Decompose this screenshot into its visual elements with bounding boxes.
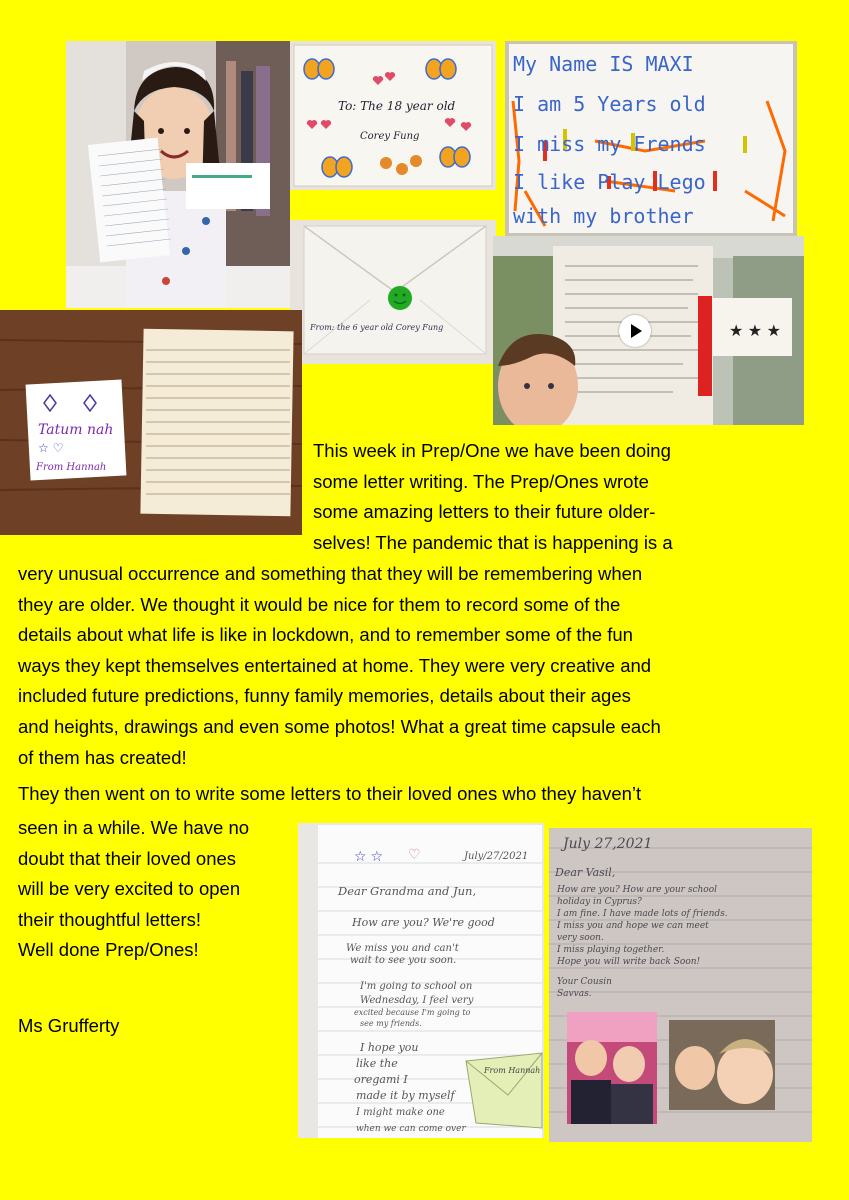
- maxi-letter-line-4: I like Play Lego: [513, 170, 706, 194]
- svg-text:How are you? How are your scho: How are you? How are your school: [557, 885, 717, 895]
- text-line: some letter writing. The Prep/Ones wrote: [313, 470, 649, 492]
- svg-text:Savvas.: Savvas.: [557, 989, 592, 999]
- video-thumbnail-boy-card[interactable]: [493, 236, 804, 425]
- svg-text:♡: ♡: [408, 846, 421, 862]
- photo-vasil-letter: [549, 828, 812, 1142]
- svg-text:Hope you will write back Soon!: Hope you will write back Soon!: [557, 957, 701, 967]
- hannah-card-from: From Hannah: [36, 462, 107, 473]
- text-line: will be very excited to open: [18, 878, 241, 900]
- signature: Ms Grufferty: [18, 1015, 120, 1036]
- vasil-letter-date: July 27,2021: [563, 836, 653, 852]
- text-line: seen in a while. We have no: [18, 817, 250, 838]
- svg-text:like the: like the: [356, 1057, 398, 1070]
- text-line: their thoughtful letters!: [18, 908, 202, 930]
- play-button[interactable]: [619, 315, 651, 347]
- text-line: included future predictions, funny family memories, details about their ages: [18, 685, 631, 707]
- svg-text:very soon.: very soon.: [557, 933, 604, 943]
- grandma-letter-greeting: Dear Grandma and Jun,: [338, 884, 477, 898]
- play-icon: [631, 324, 642, 338]
- envelope-name-text: Corey Fung: [360, 131, 420, 142]
- svg-text:holiday in Cyprus?: holiday in Cyprus?: [557, 897, 642, 907]
- svg-text:I am fine. I have made lots of: I am fine. I have made lots of friends.: [557, 909, 728, 919]
- svg-text:☆ ♡: ☆ ♡: [38, 441, 64, 455]
- maxi-letter-line-2: I am 5 Years old: [513, 92, 706, 116]
- svg-text:I miss playing together.: I miss playing together.: [557, 945, 665, 955]
- envelope-to-text: To: The 18 year old: [338, 99, 456, 113]
- text-line: some amazing letters to their future older-: [313, 501, 656, 523]
- envelope-from-text: From: the 6 year old Corey Fung: [310, 323, 444, 332]
- svg-text:when we can come over: when we can come over: [356, 1124, 466, 1134]
- svg-text:Wednesday, I feel very: Wednesday, I feel very: [360, 995, 474, 1006]
- intro-paragraph-narrow: [313, 436, 673, 558]
- photo-envelope-back: [290, 220, 496, 364]
- second-paragraph-first-line: [18, 779, 641, 810]
- text-line: and heights, drawings and even some photos! What a great time capsule each: [18, 715, 661, 737]
- text-line: of them has created!: [18, 746, 187, 768]
- vasil-letter-greeting: Dear Vasil,: [555, 866, 616, 879]
- text-line: They then went on to write some letters to their loved ones who they haven’t: [18, 783, 642, 804]
- svg-text:We miss you and can't: We miss you and can't: [346, 943, 459, 954]
- svg-text:★ ★ ★: ★ ★ ★: [729, 323, 781, 340]
- text-line: they are older. We thought it would be nice for them to record some of the: [18, 593, 621, 615]
- intro-paragraph-full: [18, 559, 661, 773]
- maxi-letter-line-3: I miss my Frends: [513, 132, 706, 156]
- maxi-letter-line-1: My Name IS MAXI: [513, 52, 694, 76]
- svg-text:oregami I: oregami I: [354, 1073, 408, 1086]
- text-line: very unusual occurrence and something that they will be remembering when: [18, 563, 643, 584]
- svg-text:I miss you and hope we can mee: I miss you and hope we can meet: [557, 921, 709, 931]
- text-line: This week in Prep/One we have been doing: [313, 440, 671, 461]
- text-line: details about what life is like in lockdown, and to remember some of the fun: [18, 624, 633, 646]
- svg-text:How are you? We're good: How are you? We're good: [352, 916, 495, 929]
- svg-text:wait to see you soon.: wait to see you soon.: [350, 955, 457, 966]
- svg-text:excited because I'm going to: excited because I'm going to: [354, 1008, 471, 1017]
- grandma-letter-date: July/27/2021: [464, 851, 529, 862]
- hannah-card-name: Tatum nah: [38, 422, 114, 438]
- text-line: ways they kept themselves entertained at home. They were very creative and: [18, 654, 652, 676]
- text-line: doubt that their loved ones: [18, 847, 237, 869]
- text-line: Well done Prep/Ones!: [18, 939, 199, 961]
- svg-text:made it by myself: made it by myself: [356, 1089, 455, 1102]
- photo-grandma-letter: [298, 823, 544, 1138]
- svg-text:Your Cousin: Your Cousin: [557, 977, 612, 987]
- svg-text:I hope you: I hope you: [360, 1041, 419, 1054]
- svg-text:I'm going to school on: I'm going to school on: [360, 981, 473, 992]
- photo-girl-with-letter: [66, 41, 290, 308]
- svg-text:☆ ☆: ☆ ☆: [354, 848, 383, 864]
- text-line: selves! The pandemic that is happening is a: [313, 531, 673, 553]
- second-paragraph-narrow: [18, 813, 249, 966]
- origami-note: From Hannah: [484, 1066, 541, 1075]
- photo-maxi-letter: [505, 41, 797, 236]
- maxi-letter-line-5: with my brother: [513, 204, 694, 228]
- svg-text:see my friends.: see my friends.: [360, 1019, 422, 1028]
- photo-hannah-letter: [0, 310, 302, 535]
- photo-envelope-front: [290, 41, 496, 190]
- svg-text:I might make one: I might make one: [356, 1107, 445, 1118]
